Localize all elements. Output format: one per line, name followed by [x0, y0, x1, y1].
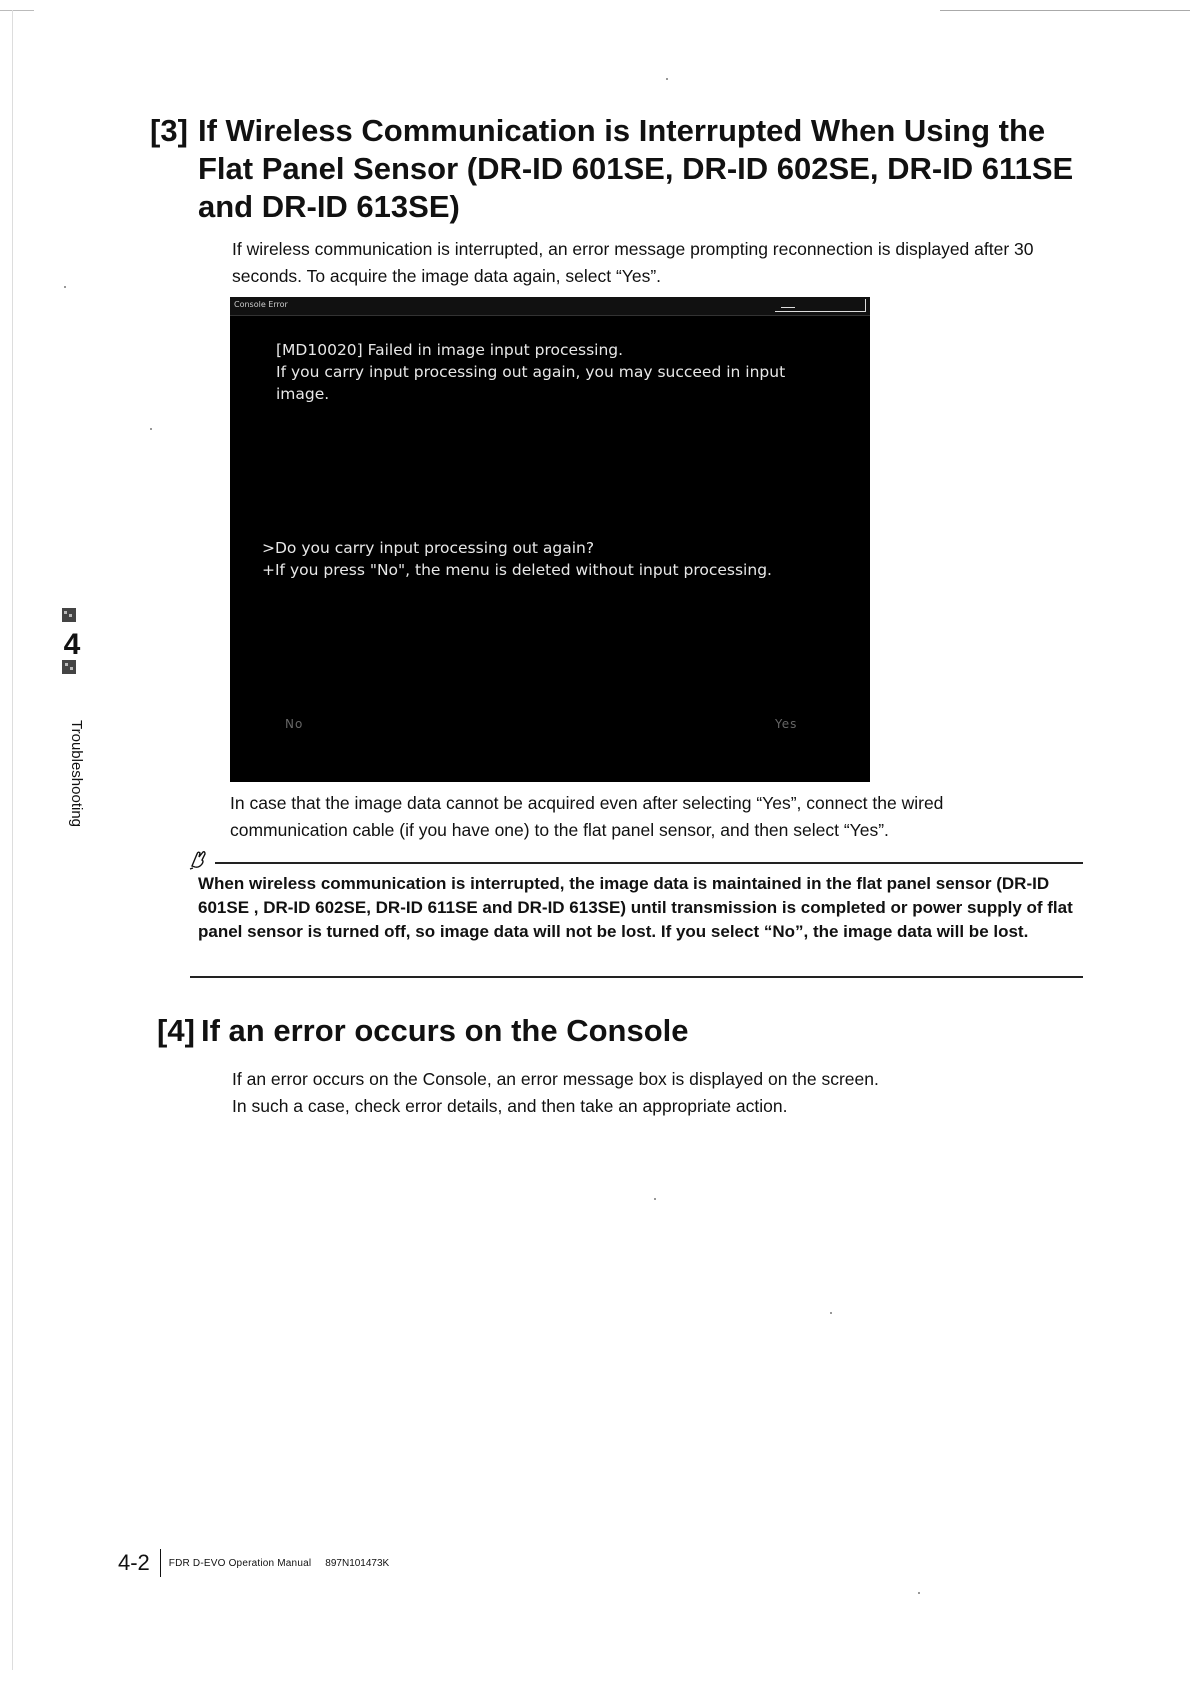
- pencil-hand-icon: [188, 848, 210, 870]
- error-message: [276, 339, 836, 405]
- console-error-dialog: [230, 297, 870, 782]
- scan-speck: [918, 1592, 920, 1594]
- section-3-number: [3]: [150, 113, 188, 148]
- section-3-title: If Wireless Communication is Interrupted When Using the Flat Panel Sensor (DR-ID 601SE, DR-ID 602SE, DR-ID 611SE and DR-ID 613SE): [198, 113, 1074, 224]
- footer-divider: [160, 1549, 161, 1577]
- page-footer: [118, 1548, 389, 1578]
- section-4-line-1: If an error occurs on the Console, an error message box is displayed on the screen.: [232, 1069, 879, 1089]
- section-4-body: [232, 1066, 1062, 1120]
- dialog-title: Console Error: [234, 300, 288, 309]
- chapter-number: 4: [63, 628, 81, 661]
- chapter-label: Troubleshooting: [68, 720, 85, 828]
- dialog-titlebar: [230, 297, 870, 316]
- error-message-line-1: [MD10020] Failed in image input processing.: [276, 341, 624, 359]
- minimize-icon[interactable]: [775, 299, 866, 312]
- chapter-tab: [60, 608, 84, 678]
- scan-margin-line: [12, 10, 13, 1670]
- document-code: 897N101473K: [325, 1557, 390, 1569]
- section-3-heading: [150, 112, 1100, 226]
- yes-button[interactable]: Yes: [775, 717, 798, 731]
- scan-speck: [830, 1312, 832, 1314]
- section-4-title: If an error occurs on the Console: [201, 1013, 689, 1048]
- scan-speck: [150, 428, 152, 430]
- scan-speck: [666, 78, 668, 80]
- section-3-intro: If wireless communication is interrupted, an error message prompting reconnection is displayed after 30 seconds. To acquire the image data again, select “Yes”.: [232, 239, 1034, 286]
- retry-question-line-2: +If you press "No", the menu is deleted without input processing.: [262, 561, 772, 579]
- after-dialog-text: In case that the image data cannot be acquired even after selecting “Yes”, connect the wired communication cable (if you have one) to the flat panel sensor, and then select “Yes”.: [230, 793, 944, 840]
- note-bottom-divider: [190, 976, 1083, 978]
- scan-edge-line: [0, 10, 34, 11]
- scan-speck: [654, 1198, 656, 1200]
- no-button[interactable]: No: [285, 717, 304, 731]
- manual-title: FDR D-EVO Operation Manual: [168, 1557, 312, 1569]
- page-number: 4-2: [118, 1550, 150, 1575]
- section-4-heading: [157, 1012, 688, 1050]
- note-text: When wireless communication is interrupted, the image data is maintained in the flat panel sensor (DR-ID 601SE , DR-ID 602SE, DR-ID 611SE and DR-ID 613SE) until transmission is completed or power supply of flat panel sensor is turned off, so image data will not be lost. If you select “No”, the image data will be lost.: [198, 874, 1073, 941]
- scan-speck: [64, 286, 66, 288]
- header-rule: [940, 10, 1190, 11]
- error-message-line-2: If you carry input processing out again, you may succeed in input image.: [276, 363, 786, 403]
- note-top-divider: [215, 862, 1083, 864]
- section-4-number: [4]: [157, 1013, 195, 1048]
- retry-question-line-1: >Do you carry input processing out again?: [262, 539, 595, 557]
- section-4-line-2: In such a case, check error details, and then take an appropriate action.: [232, 1096, 788, 1116]
- retry-question: [262, 537, 852, 581]
